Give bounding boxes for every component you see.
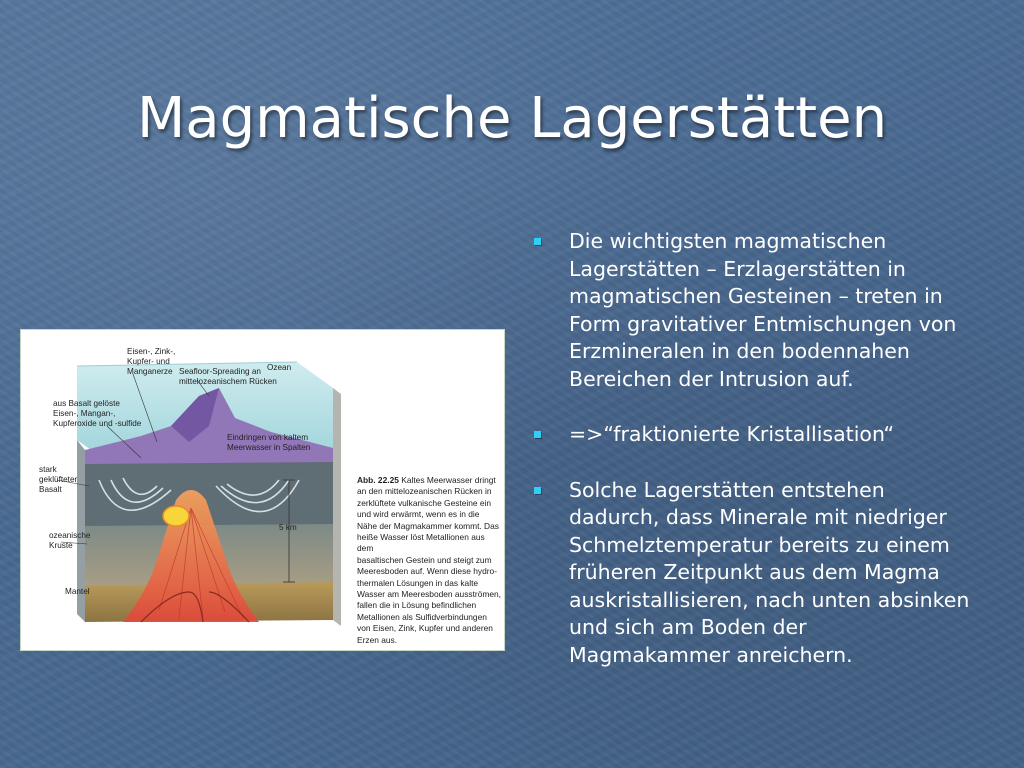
seafloor-spreading-figure <box>20 329 505 651</box>
bullet-text: Solche Lagerstätten entstehen dadurch, dass Minerale mit niedriger Schmelztemperatur bereits zu einem früheren Zeitpunkt aus dem Magma auskristallisieren, nach unten absinken und sich am Boden der Magmakammer anreichern. <box>569 477 970 667</box>
label-seawater-2: Meerwasser in Spalten <box>227 443 311 452</box>
label-spreading-2: mittelozeanischem Rücken <box>179 377 277 386</box>
caption-line: Erzen aus. <box>357 634 398 645</box>
caption-line: Meeresboden auf. Wenn diese hydro- <box>357 566 497 577</box>
label-crust-1: ozeanische <box>49 531 91 540</box>
bullet-item <box>532 477 972 670</box>
label-fractured-1: stark <box>39 465 57 474</box>
caption-line: Kaltes Meerwasser dringt <box>401 475 496 485</box>
label-ore-types-2: Kupfer- und <box>127 357 170 366</box>
label-fractured-3: Basalt <box>39 485 62 494</box>
figure-caption <box>357 475 502 646</box>
caption-line: Nähe der Magmakammer kommt. Das <box>357 520 499 531</box>
label-mantle: Mantel <box>65 587 90 596</box>
caption-number: Abb. 22.25 <box>357 475 399 485</box>
caption-line: heiße Wasser löst Metallionen aus dem <box>357 532 485 554</box>
bullet-list <box>532 228 972 697</box>
caption-line: an den mittelozeanischen Rücken in <box>357 486 492 497</box>
label-ocean: Ozean <box>267 363 292 372</box>
caption-line: Metallionen als Sulfidverbindungen <box>357 611 487 622</box>
caption-line: und wird erwärmt, wenn es in die <box>357 509 480 520</box>
label-spreading-1: Seafloor-Spreading an <box>179 367 261 376</box>
label-depth: 5 km <box>279 523 297 532</box>
caption-line: thermalen Lösungen in das kalte <box>357 577 479 588</box>
label-fractured-2: geklüfteter <box>39 475 78 484</box>
square-bullet-icon <box>534 487 541 494</box>
bullet-text: =>“fraktionierte Kristallisation“ <box>569 422 895 446</box>
caption-line: Wasser am Meeresboden ausströmen, <box>357 589 501 600</box>
square-bullet-icon <box>534 238 541 245</box>
square-bullet-icon <box>534 431 541 438</box>
slide-title: Magmatische Lagerstätten <box>136 86 888 151</box>
caption-line: zerklüftete vulkanische Gesteine ein <box>357 497 492 508</box>
bullet-text: Die wichtigsten magmatischen Lagerstätten – Erzlagerstätten in magmatischen Gesteinen – treten in Form gravitativer Entmischungen von Erzmineralen in den bodennahen Bereichen der Intrusion auf. <box>569 229 957 391</box>
caption-line: von Eisen, Zink, Kupfer und anderen <box>357 623 493 634</box>
caption-line: basaltischen Gestein und steigt zum <box>357 554 492 565</box>
label-seawater-1: Eindringen von kaltem <box>227 433 309 442</box>
label-ore-types-3: Manganerze <box>127 367 173 376</box>
bullet-item <box>532 228 972 393</box>
magma-chamber <box>163 506 189 526</box>
label-crust-2: Kruste <box>49 541 73 550</box>
caption-line: fallen die in Lösung befindlichen <box>357 600 477 611</box>
label-basalt-2: Eisen-, Mangan-, <box>53 409 116 418</box>
bullet-item <box>532 421 972 449</box>
label-ore-types-1: Eisen-, Zink-, <box>127 347 176 356</box>
label-basalt-3: Kupferoxide und -sulfide <box>53 419 142 428</box>
label-basalt-1: aus Basalt gelöste <box>53 399 120 408</box>
